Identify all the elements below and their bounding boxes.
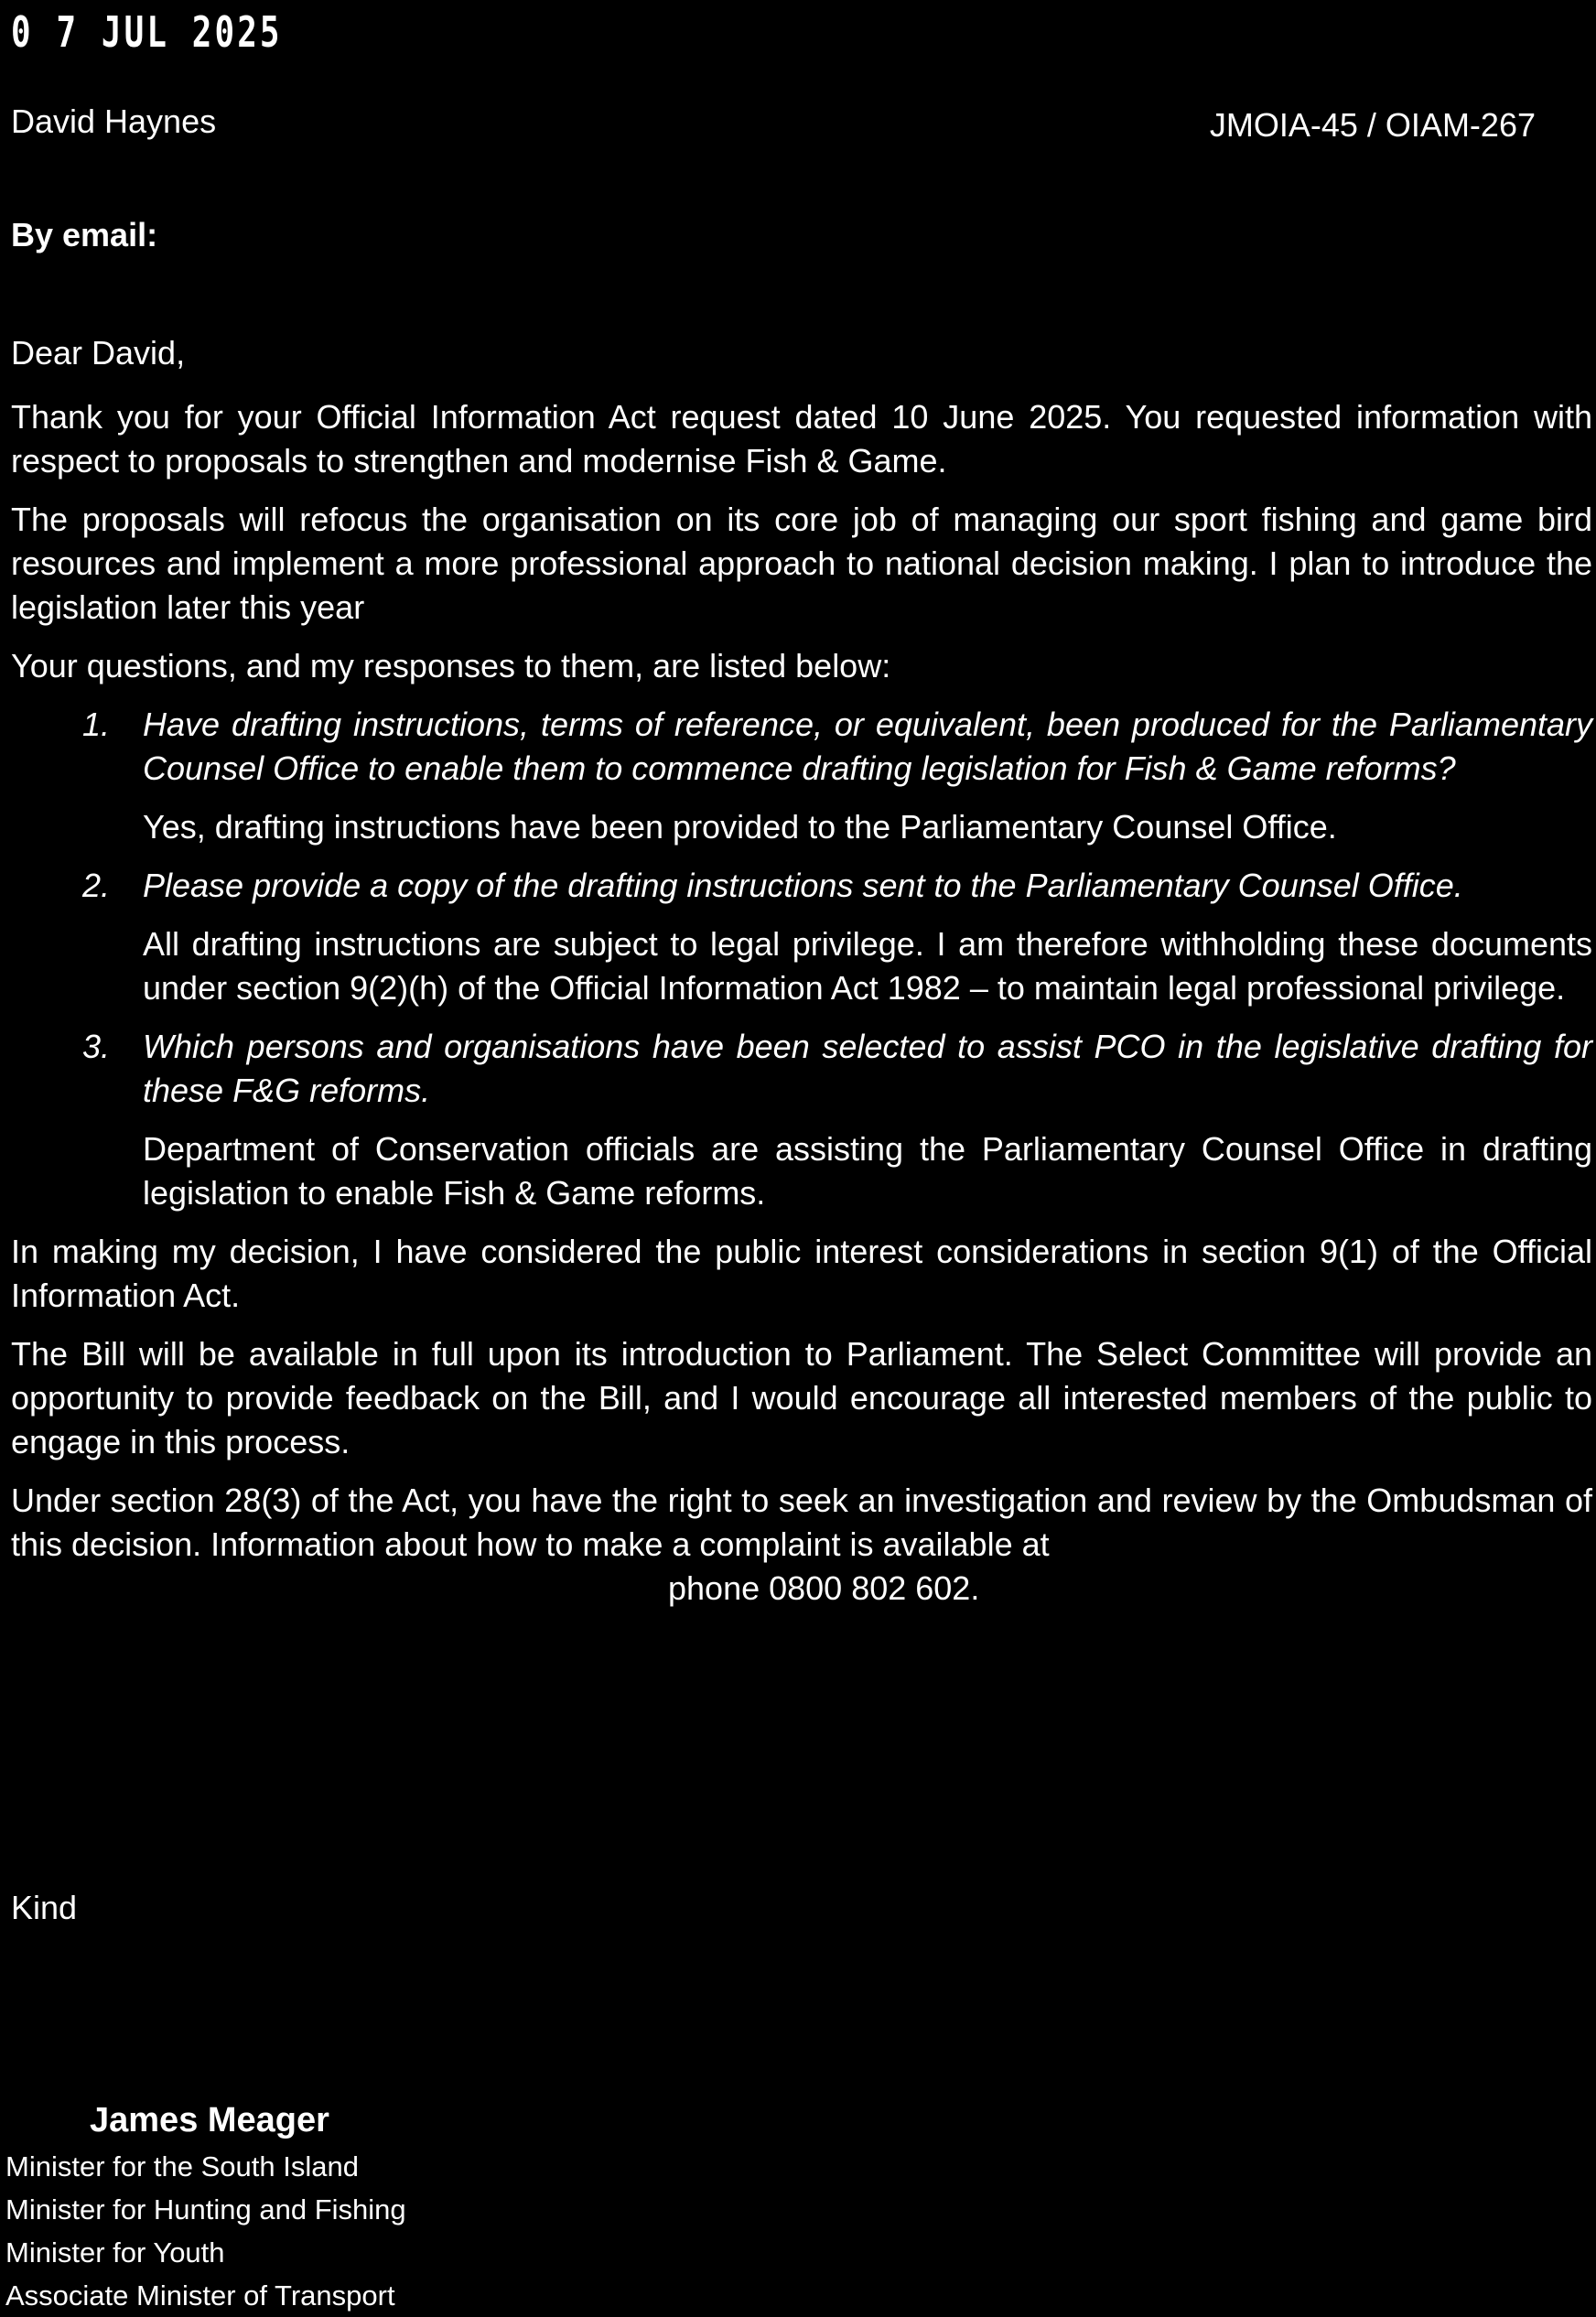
answer-text: Yes, drafting instructions have been provided to the Parliamentary Counsel Office. [143,808,1337,846]
bill-paragraph: The Bill will be available in full upon its introduction to Parliament. The Select Committee will provide an opportunity to provide feedback on the Bill, and I would encourage all interested members of the public to engage in this process. [11,1335,1592,1460]
question-text: Which persons and organisations have been selected to assist PCO in the legislative drafting for these F&G reforms. [143,1028,1592,1109]
signatory-title: Minister for Youth [5,2236,225,2269]
letter-body [11,331,1592,1625]
answer-text: All drafting instructions are subject to legal privilege. I am therefore withholding these documents under section 9(2)(h) of the Official Information Act 1982 – to maintain legal professional privilege. [143,925,1592,1007]
question-number: 1. [82,706,111,743]
question-item-3 [11,1025,1592,1215]
lead-in-paragraph: Your questions, and my responses to them, are listed below: [11,647,891,684]
date-stamp: 0 7 JUL 2025 [11,7,283,57]
signatory-title: Minister for the South Island [5,2150,359,2182]
ombudsman-paragraph [11,1479,1592,1567]
salutation: Dear David, [11,334,186,372]
signoff: Kind [11,1889,78,1926]
question-item-2 [11,864,1592,1010]
answer-text: Department of Conservation officials are assisting the Parliamentary Counsel Office in drafting legislation to enable Fish & Game reforms. [143,1130,1592,1212]
signatory-titles [5,2145,406,2317]
question-item-1 [11,703,1592,849]
recipient-name: David Haynes [11,102,217,140]
question-number: 3. [82,1028,111,1065]
question-number: 2. [82,867,111,904]
intro-paragraph: Thank you for your Official Information Act request dated 10 June 2025. You requested information with respect to proposals to strengthen and modernise Fish & Game. [11,398,1592,480]
delivery-method: By email: [11,216,158,253]
reference-number: JMOIA-45 / OIAM-267 [1209,106,1536,144]
question-text: Please provide a copy of the drafting instructions sent to the Parliamentary Counsel Office. [143,867,1463,904]
signatory-title: Associate Minister of Transport [5,2279,395,2312]
signatory-name: James Meager [90,2101,329,2139]
question-text: Have drafting instructions, terms of reference, or equivalent, been produced for the Parliamentary Counsel Office to enable them to commence drafting legislation for Fish & Game reforms? [143,706,1592,787]
phone-line: phone 0800 802 602. [668,1569,980,1607]
decision-paragraph: In making my decision, I have considered the public interest considerations in section 9(1) of the Official Information Act. [11,1233,1592,1314]
signatory-title: Minister for Hunting and Fishing [5,2193,406,2225]
ombudsman-text: Under section 28(3) of the Act, you have the right to seek an investigation and review by the Ombudsman of this decision. Information about how to make a complaint is available at [11,1482,1592,1563]
context-paragraph: The proposals will refocus the organisation on its core job of managing our sport fishing and game bird resources and implement a more professional approach to national decision making. I plan to introduce the legislation later this year [11,501,1592,626]
